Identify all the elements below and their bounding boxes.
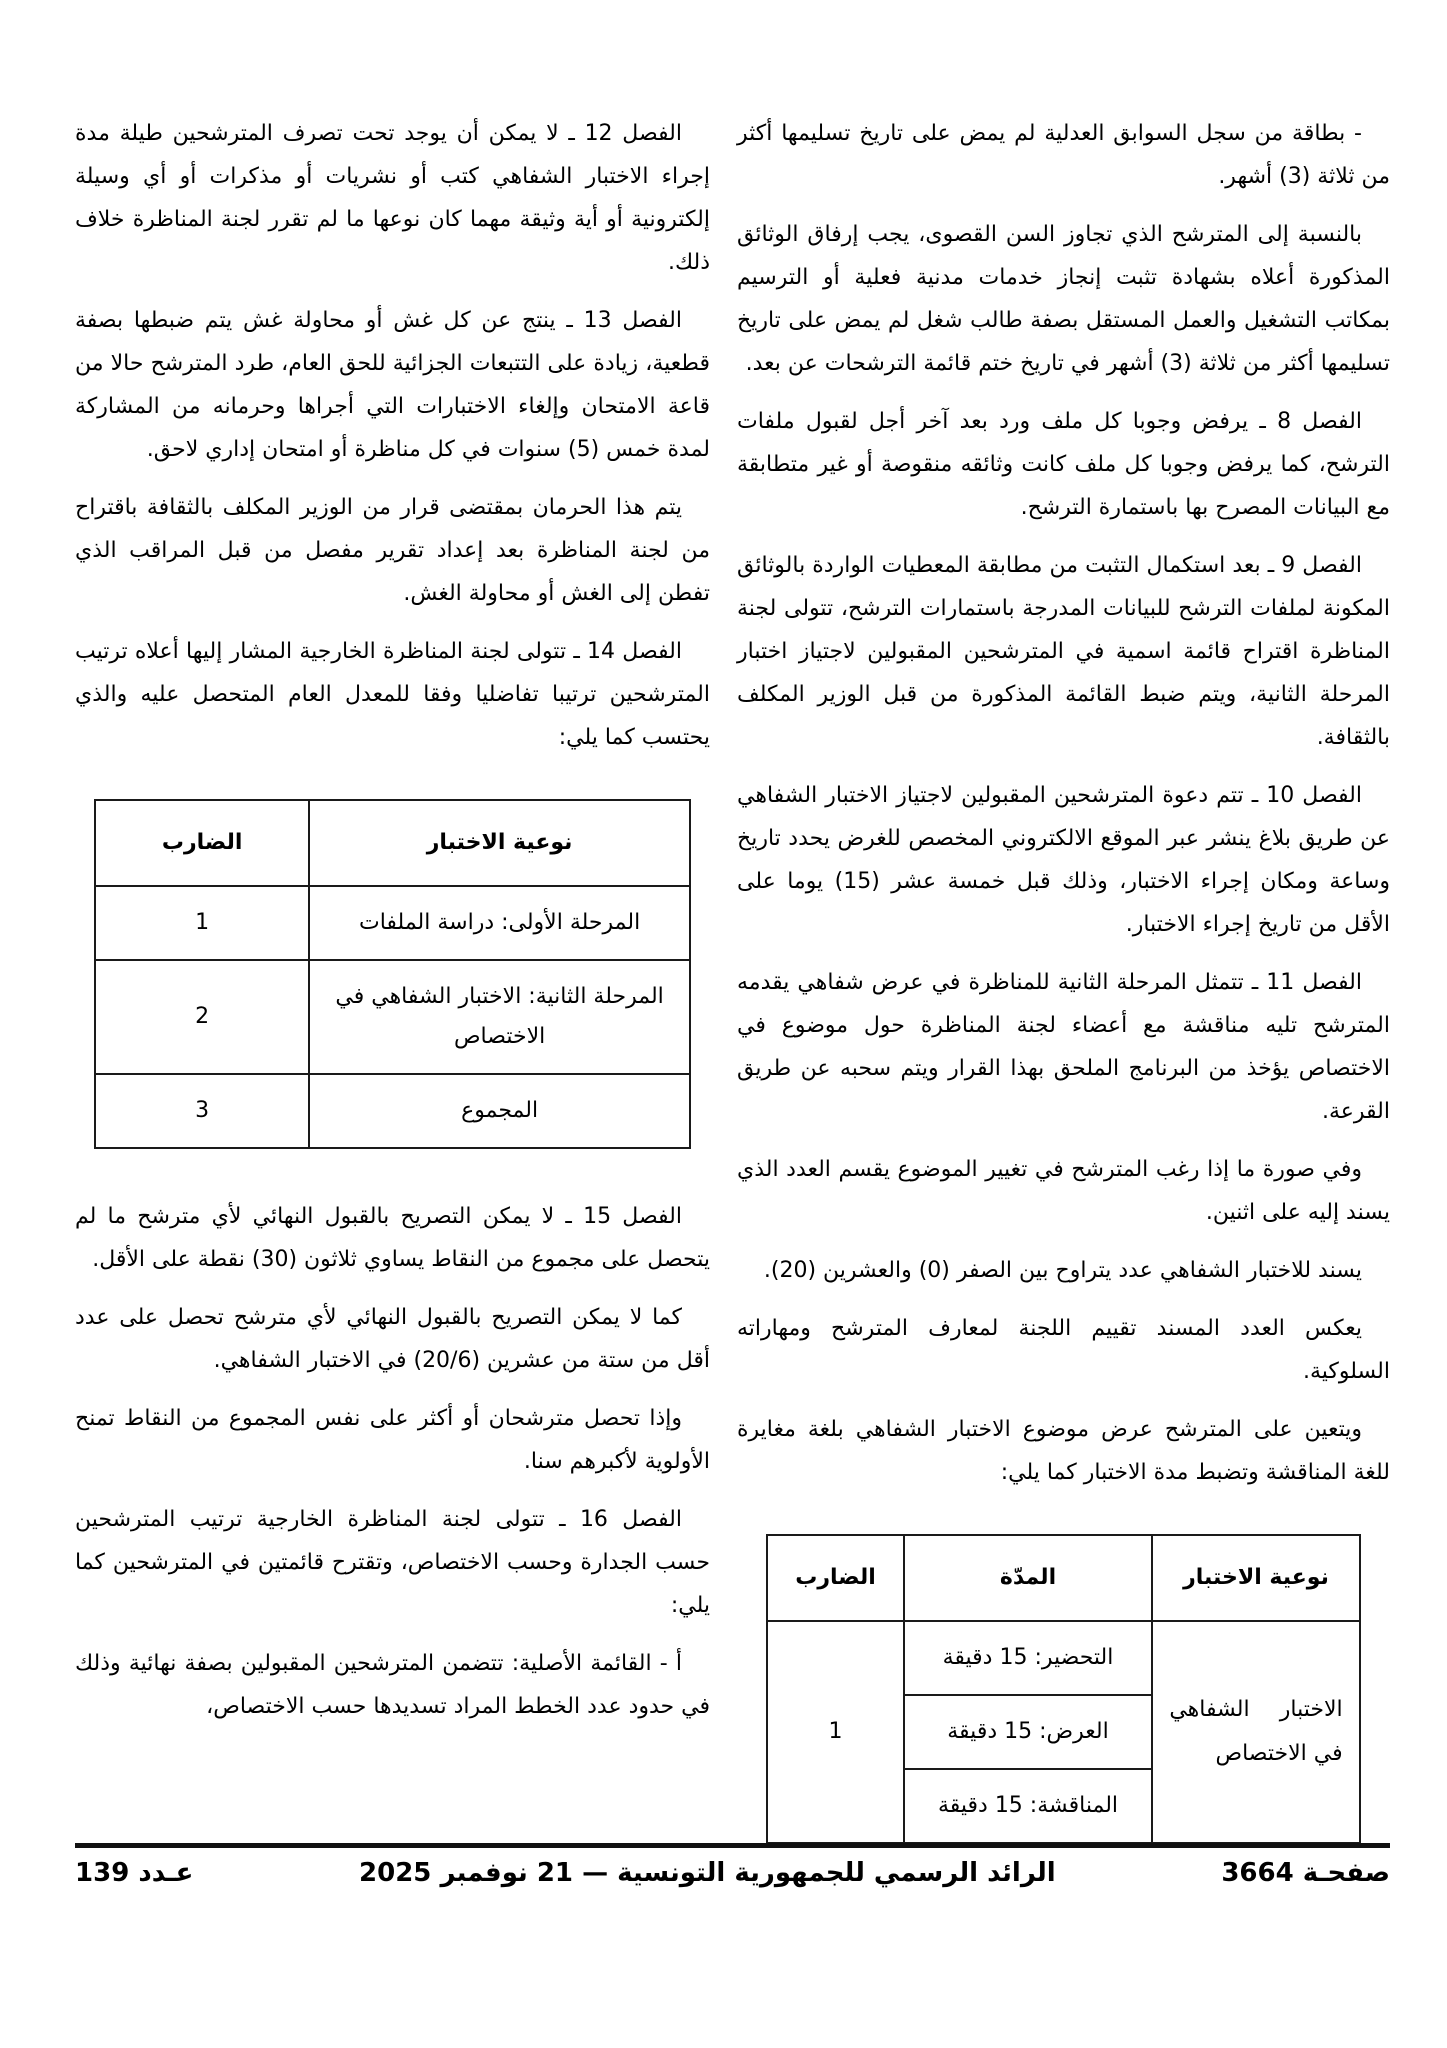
cell-coefficient: 1 bbox=[767, 1621, 903, 1843]
page-footer bbox=[75, 1858, 1390, 1888]
article-14-paragraph: الفصل 14 ـ تتولى لجنة المناظرة الخارجية المشار إليها أعلاه ترتيب المترشحين ترتيبا تفاضليا وفقا للمعدل العام المتحصل عليه والذي يحتسب كما يلي: bbox=[75, 639, 710, 750]
cell-exam-type: الاختبار الشفاهي في الاختصاص bbox=[1152, 1621, 1359, 1843]
column-left bbox=[75, 112, 710, 1890]
cell-duration-discussion: المناقشة: 15 دقيقة bbox=[904, 1769, 1153, 1843]
column-right bbox=[737, 112, 1390, 1890]
cell-duration-presentation: العرض: 15 دقيقة bbox=[904, 1695, 1153, 1769]
cell-duration-preparation: التحضير: 15 دقيقة bbox=[904, 1621, 1153, 1695]
paragraph-age-limit: بالنسبة إلى المترشح الذي تجاوز السن القصوى، يجب إرفاق الوثائق المذكورة أعلاه بشهادة تثبت إنجاز خدمات مدنية فعلية أو الترسيم بمكاتب التشغيل والعمل المستقل بصفة طالب شغل لم يمض على تاريخ تسليمها أكثر من ثلاثة (3) أشهر في تاريخ ختم قائمة الترشحات عن بعد. bbox=[737, 222, 1390, 376]
article-11-paragraph: الفصل 11 ـ تتمثل المرحلة الثانية للمناظرة في عرض شفاهي يقدمه المترشح تليه مناقشة مع أعضاء لجنة المناظرة حول موضوع في الاختصاص يؤخذ من البرنامج الملحق بهذا القرار ويتم سحبه عن طريق القرعة. bbox=[737, 970, 1390, 1124]
paragraph-subject-change: وفي صورة ما إذا رغب المترشح في تغيير الموضوع يقسم العدد الذي يسند إليه على اثنين. bbox=[737, 1157, 1390, 1225]
stages-table-header-row bbox=[95, 800, 690, 886]
header-coefficient: الضارب bbox=[95, 800, 309, 886]
footer-issue-number: عـدد 139 bbox=[75, 1858, 194, 1888]
paragraph-exam-language: ويتعين على المترشح عرض موضوع الاختبار الشفاهي بلغة مغايرة للغة المناقشة وتضبط مدة الاختبار كما يلي: bbox=[737, 1417, 1390, 1485]
header-duration: المدّة bbox=[904, 1535, 1153, 1621]
paragraph-minimum-oral-score: كما لا يمكن التصريح بالقبول النهائي لأي مترشح تحصل على عدد أقل من ستة من عشرين (20/6) في الاختبار الشفاهي. bbox=[75, 1305, 710, 1373]
paragraph-score-range: يسند للاختبار الشفاهي عدد يتراوح بين الصفر (0) والعشرين (20). bbox=[763, 1258, 1362, 1283]
article-10-paragraph: الفصل 10 ـ تتم دعوة المترشحين المقبولين لاجتياز الاختبار الشفاهي عن طريق بلاغ ينشر عبر الموقع الالكتروني المخصص للغرض يحدد تاريخ وساعة ومكان إجراء الاختبار، وذلك قبل خمسة عشر (15) يوما على الأقل من تاريخ إجراء الاختبار. bbox=[737, 783, 1390, 937]
oral-table-header-row bbox=[767, 1535, 1359, 1621]
cell-total-coefficient: 3 bbox=[95, 1074, 309, 1148]
footer-page-number: صفحـة 3664 bbox=[1221, 1858, 1390, 1888]
table-row bbox=[95, 1074, 690, 1148]
stages-table bbox=[94, 799, 691, 1149]
header-exam-type: نوعية الاختبار bbox=[309, 800, 690, 886]
cell-stage-two-coefficient: 2 bbox=[95, 960, 309, 1074]
article-8-paragraph: الفصل 8 ـ يرفض وجوبا كل ملف ورد بعد آخر أجل لقبول ملفات الترشح، كما يرفض وجوبا كل ملف كانت وثائقه منقوصة أو غير متطابقة مع البيانات المصرح بها باستمارة الترشح. bbox=[737, 409, 1390, 520]
article-9-paragraph: الفصل 9 ـ بعد استكمال التثبت من مطابقة المعطيات الواردة بالوثائق المكونة لملفات الترشح للبيانات المدرجة باستمارات الترشح، تتولى لجنة المناظرة اقتراح قائمة اسمية في المترشحين المقبولين لاجتياز اختبار المرحلة الثانية، ويتم ضبط القائمة المذكورة من قبل الوزير المكلف بالثقافة. bbox=[737, 553, 1390, 750]
table-row bbox=[95, 960, 690, 1074]
oral-exam-table bbox=[766, 1534, 1360, 1844]
cell-stage-two: المرحلة الثانية: الاختبار الشفاهي في الاختصاص bbox=[309, 960, 690, 1074]
cell-stage-one: المرحلة الأولى: دراسة الملفات bbox=[309, 886, 690, 960]
footer-journal-title: الرائد الرسمي للجمهورية التونسية — 21 نوفمبر 2025 bbox=[359, 1858, 1056, 1888]
footer-divider bbox=[75, 1843, 1390, 1848]
bullet-judicial-record: - بطاقة من سجل السوابق العدلية لم يمض على تاريخ تسليمها أكثر من ثلاثة (3) أشهر. bbox=[737, 121, 1390, 189]
article-13-paragraph: الفصل 13 ـ ينتج عن كل غش أو محاولة غش يتم ضبطها بصفة قطعية، زيادة على التتبعات الجزائية للحق العام، طرد المترشح حالا من قاعة الامتحان وإلغاء الاختبارات التي أجراها وحرمانه من المشاركة لمدة خمس (5) سنوات في كل مناظرة أو امتحان إداري لاحق. bbox=[75, 308, 710, 462]
paragraph-tie-breaking: وإذا تحصل مترشحان أو أكثر على نفس المجموع من النقاط تمنح الأولوية لأكبرهم سنا. bbox=[75, 1406, 710, 1474]
cell-total: المجموع bbox=[309, 1074, 690, 1148]
paragraph-score-meaning: يعكس العدد المسند تقييم اللجنة لمعارف المترشح ومهاراته السلوكية. bbox=[737, 1316, 1390, 1384]
article-16-paragraph: الفصل 16 ـ تتولى لجنة المناظرة الخارجية ترتيب المترشحين حسب الجدارة وحسب الاختصاص، وتقترح قائمتين في المترشحين كما يلي: bbox=[75, 1507, 710, 1618]
cell-stage-one-coefficient: 1 bbox=[95, 886, 309, 960]
paragraph-exclusion-decision: يتم هذا الحرمان بمقتضى قرار من الوزير المكلف بالثقافة باقتراح من لجنة المناظرة بعد إعداد تقرير مفصل من قبل المراقب الذي تفطن إلى الغش أو محاولة الغش. bbox=[75, 495, 710, 606]
article-12-paragraph: الفصل 12 ـ لا يمكن أن يوجد تحت تصرف المترشحين طيلة مدة إجراء الاختبار الشفاهي كتب أو نشريات أو مذكرات أو أي وسيلة إلكترونية أو أية وثيقة مهما كان نوعها ما لم تقرر لجنة المناظرة خلاف ذلك. bbox=[75, 121, 710, 275]
paragraph-main-list: أ - القائمة الأصلية: تتضمن المترشحين المقبولين بصفة نهائية وذلك في حدود عدد الخطط المراد تسديدها حسب الاختصاص، bbox=[75, 1651, 710, 1719]
article-15-paragraph: الفصل 15 ـ لا يمكن التصريح بالقبول النهائي لأي مترشح ما لم يتحصل على مجموع من النقاط يساوي ثلاثون (30) نقطة على الأقل. bbox=[75, 1204, 710, 1272]
table-row bbox=[767, 1621, 1359, 1695]
header-exam-type: نوعية الاختبار bbox=[1152, 1535, 1359, 1621]
header-coefficient: الضارب bbox=[767, 1535, 903, 1621]
table-row bbox=[95, 886, 690, 960]
